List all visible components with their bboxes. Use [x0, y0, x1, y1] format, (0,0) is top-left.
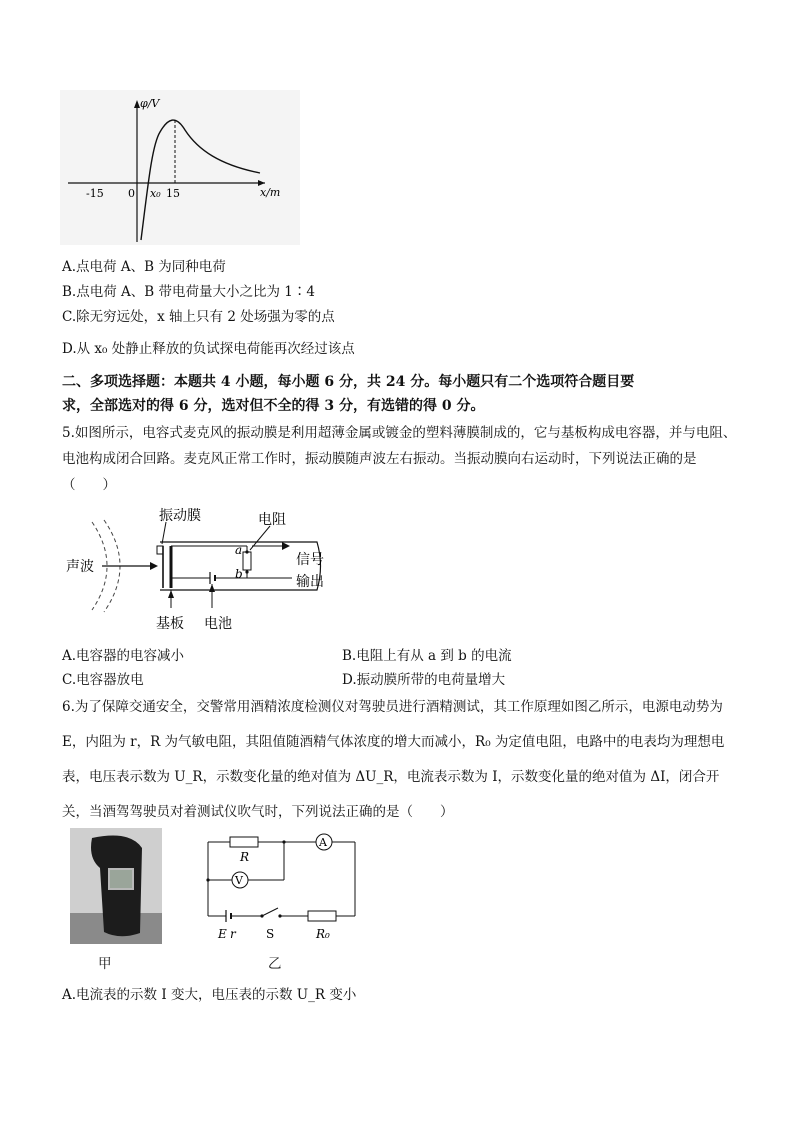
voltmeter-label: V [235, 874, 243, 887]
q5-stem: 5.如图所示，电容式麦克风的振动膜是利用超薄金属或镀金的塑料薄膜制成的，它与基板构成电容器，并与电阻、电池构成闭合回路。麦克风正常工作时，振动膜随声波左右振动。当振动膜向右运动时，下列说法正确的是（ ） [62, 425, 737, 493]
circuit-diagram [200, 826, 365, 948]
tick-neg15: -15 [86, 187, 104, 200]
label-membrane: 振动膜 [159, 508, 201, 524]
q4-option-b: B.点电荷 A、B 带电荷量大小之比为 1∶4 [62, 284, 315, 300]
q5-option-c: C.电容器放电 [62, 672, 144, 688]
label-output: 输出 [296, 574, 324, 590]
label-signal: 信号 [296, 552, 324, 568]
section2-heading [62, 370, 752, 418]
label-battery: 电池 [204, 616, 232, 632]
label-r: r [230, 927, 236, 941]
section2-line2: 求，全部选对的得 6 分，选对但不全的得 3 分，有选错的得 0 分。 [62, 398, 485, 414]
label-S: S [266, 927, 275, 941]
tick-x0: x₀ [150, 187, 161, 200]
q5-option-a: A.电容器的电容减小 [62, 648, 185, 664]
label-b: b [235, 567, 243, 581]
potential-graph [60, 90, 300, 245]
label-R: R [240, 850, 250, 864]
tick-15: 15 [166, 187, 180, 200]
q4-option-c: C.除无穷远处，x 轴上只有 2 处场强为零的点 [62, 309, 335, 325]
q6-option-a: A.电流表的示数 I 变大，电压表的示数 U_R 变小 [62, 987, 357, 1003]
q6-stem: 6.为了保障交通安全，交警常用酒精浓度检测仪对驾驶员进行酒精测试，其工作原理如图乙所示，电源电动势为 E，内阻为 r，R 为气敏电阻，其阻值随酒精气体浓度的增大而减小，R₀ 为定值电阻，电路中的电表均为理想电表，电压表示数为 U_R，示数变化量的绝对值为 ΔU_R，电流表示数为 I，示数变化量的绝对值为 ΔI，闭合开关，当酒驾驾驶员对着测试仪吹气时，下列说法正确的是（ ） [62, 699, 725, 820]
y-axis-label: φ/V [140, 97, 160, 110]
tick-0: 0 [128, 187, 135, 200]
label-sound: 声波 [66, 559, 94, 575]
label-resistor: 电阻 [258, 512, 286, 528]
x-axis-label: x/m [260, 186, 281, 199]
label-plate: 基板 [156, 616, 184, 632]
label-E: E [218, 927, 227, 941]
label-a: a [235, 543, 243, 557]
q5-option-d: D.振动膜所带的电荷量增大 [342, 672, 506, 688]
label-R0: R₀ [316, 927, 330, 941]
ammeter-label: A [319, 836, 327, 849]
microphone-diagram [62, 502, 332, 634]
breathalyzer-photo [70, 828, 162, 944]
q4-option-a: A.点电荷 A、B 为同种电荷 [62, 259, 226, 275]
section2-line1: 二、多项选择题：本题共 4 小题，每小题 6 分，共 24 分。每小题只有二个选项符合题目要 [62, 374, 635, 390]
q4-option-d: D.从 x₀ 处静止释放的负试探电荷能再次经过该点 [62, 341, 355, 357]
label-jia: 甲 [98, 956, 112, 972]
label-yi: 乙 [268, 956, 282, 972]
q5-option-b: B.电阻上有从 a 到 b 的电流 [342, 648, 512, 664]
